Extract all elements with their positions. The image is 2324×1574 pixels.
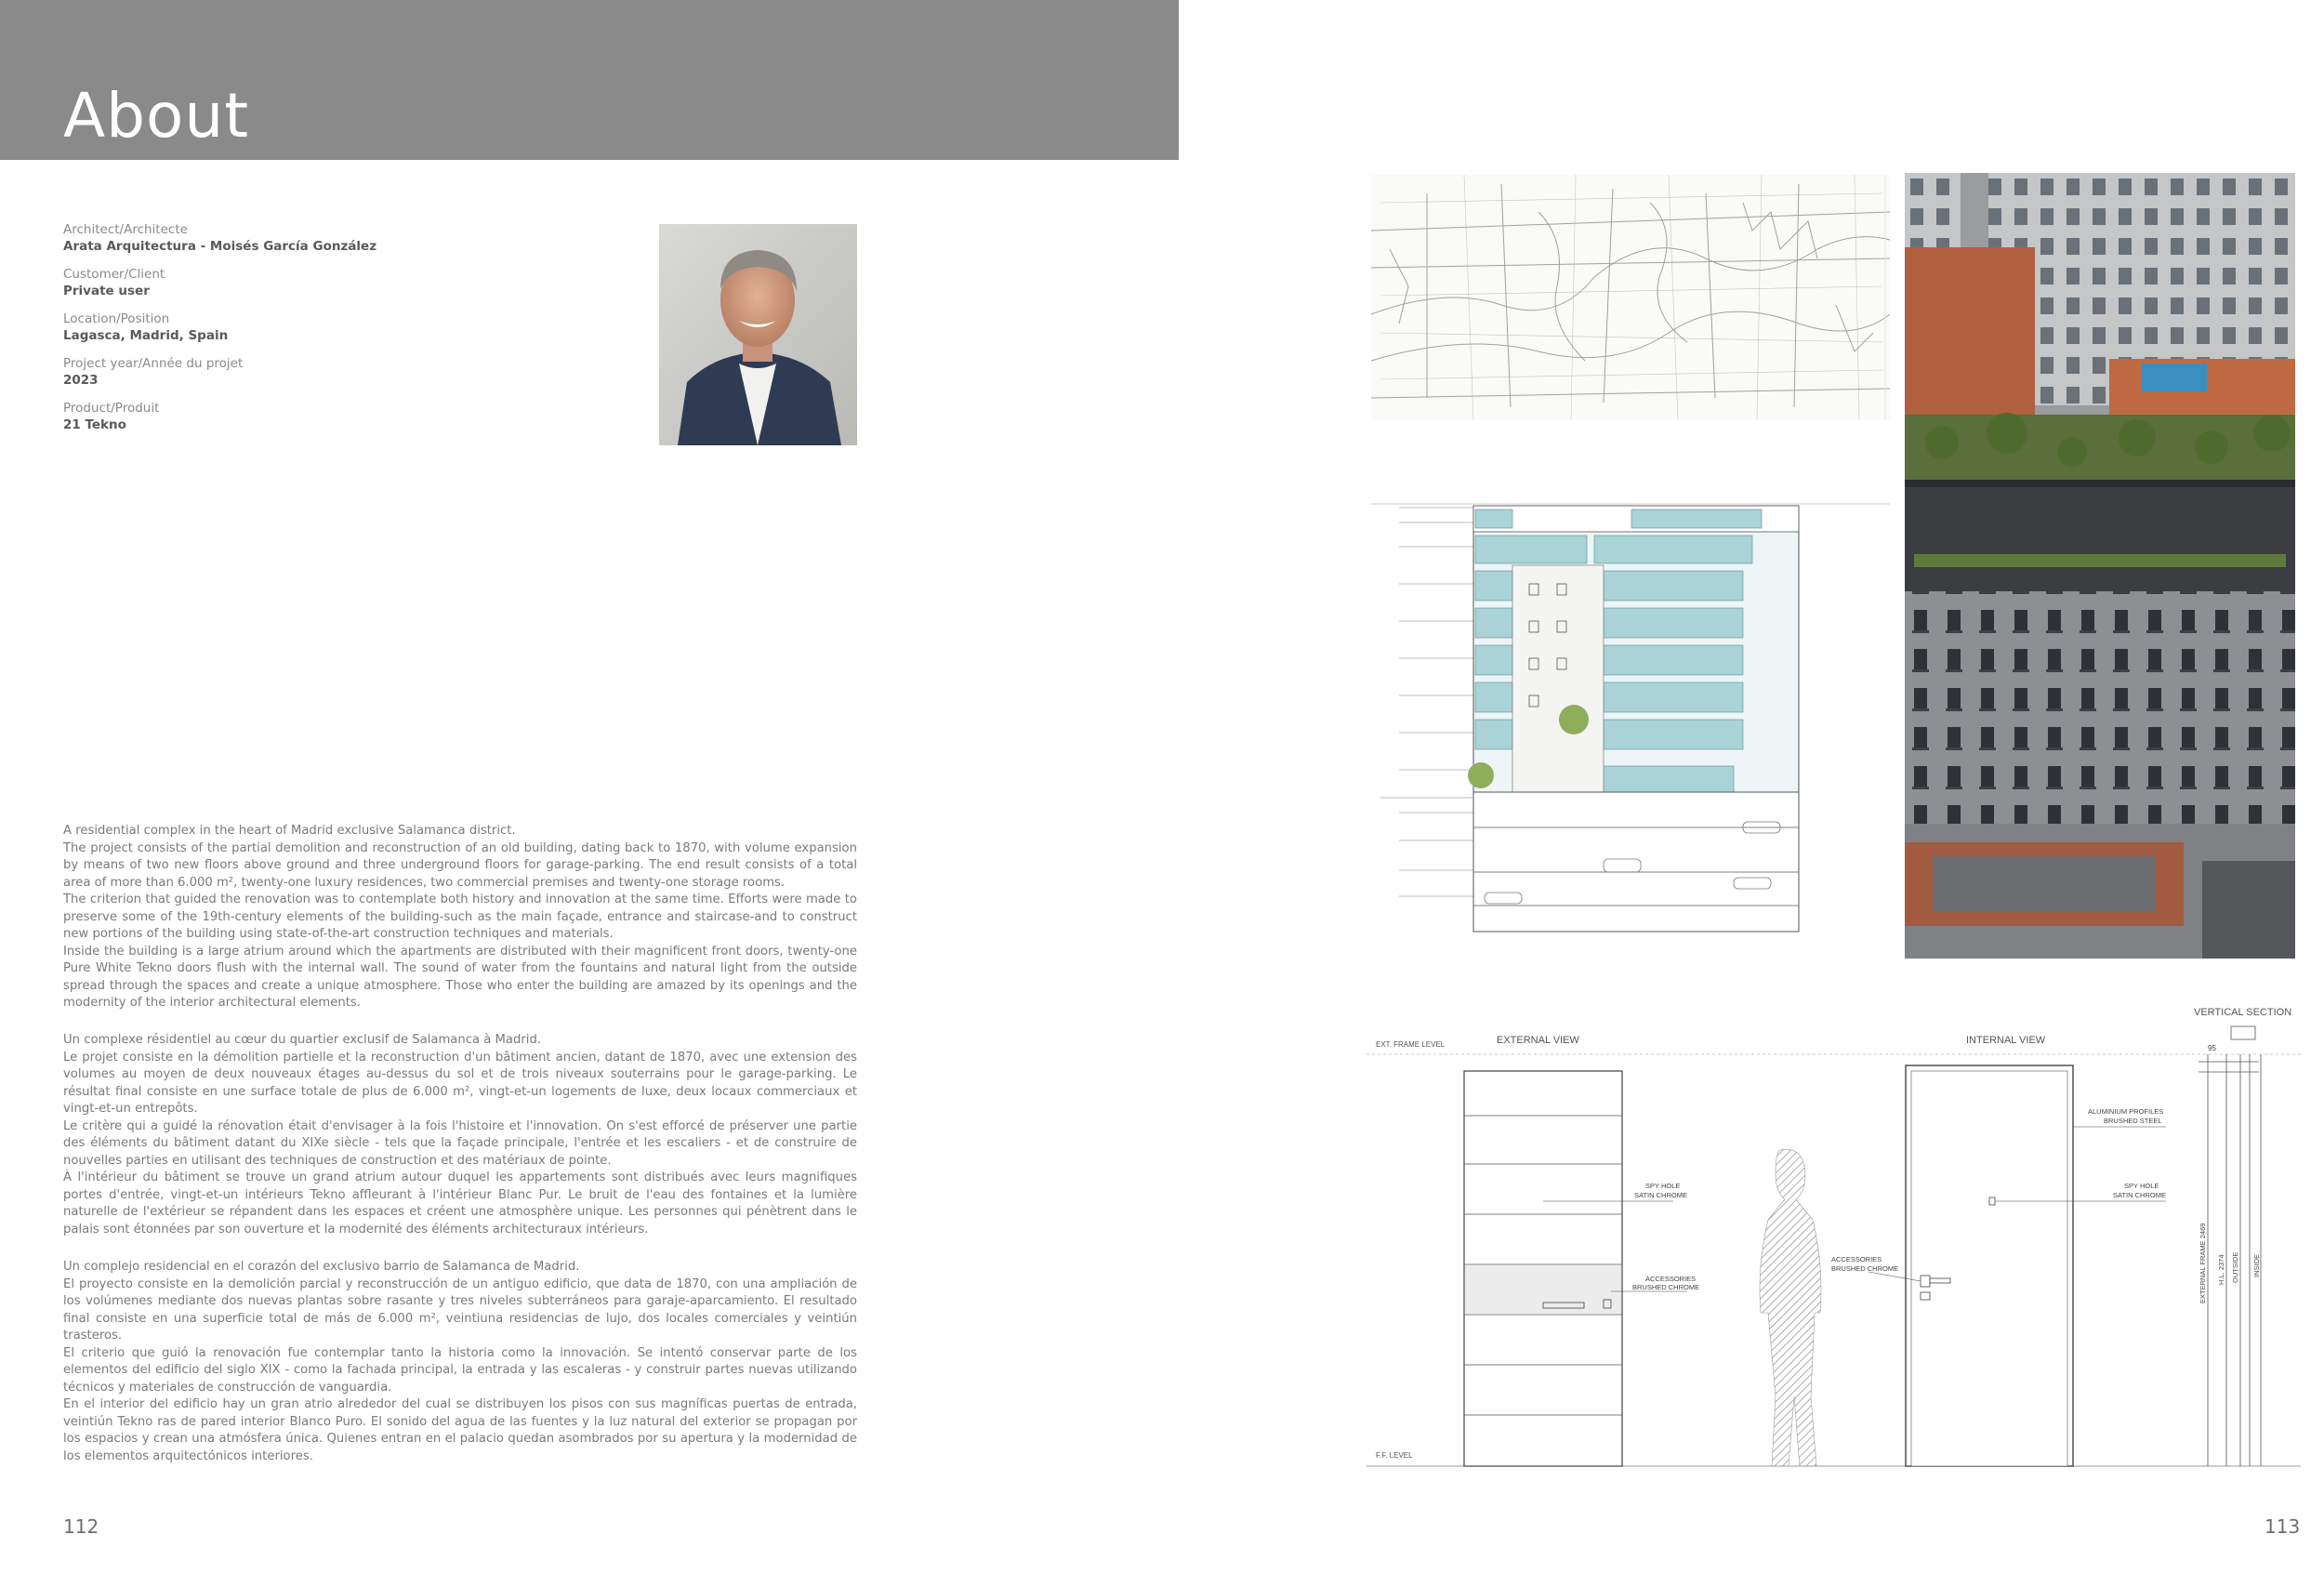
paragraph: The project consists of the partial demolition and reconstruction of an old building, dating back to 1870, with volume expansion by means of two new floors above ground and three underground floors for garage-parking. The end result consists of a total area of more than 6.000 m², twenty-one luxury residences, two commercial premises and twenty-one storage rooms.: [63, 840, 857, 890]
hl-dimension: H.L. 2374: [2217, 1254, 2225, 1285]
info-label: Location/Position: [63, 311, 170, 326]
project-info-location: [63, 311, 584, 344]
accessories-ext-finish-label: BRUSHED CHROME: [1632, 1283, 1700, 1291]
paragraph: Un complexe résidentiel au cœur du quartier exclusif de Salamanca à Madrid.: [63, 1033, 542, 1047]
accessories-int-label: ACCESSORIES: [1831, 1255, 1882, 1263]
aluminium-profiles-label: ALUMINIUM PROFILES: [2088, 1107, 2164, 1116]
external-frame-dimension: EXTERNAL FRAME 2469: [2199, 1223, 2207, 1303]
inside-label: INSIDE: [2252, 1253, 2261, 1277]
spy-hole-int-label: SPY HOLE: [2124, 1182, 2159, 1190]
page-title: About: [63, 80, 250, 152]
aerial-building-photo: [1905, 173, 2295, 959]
info-value: 21 Tekno: [63, 417, 126, 432]
info-value: Private user: [63, 284, 150, 298]
spy-hole-ext-label: SPY HOLE: [1645, 1182, 1681, 1190]
description-french: [63, 1032, 857, 1238]
info-value: Arata Arquitectura - Moisés García González: [63, 239, 377, 254]
external-view-label: EXTERNAL VIEW: [1497, 1035, 1579, 1046]
info-value: Lagasca, Madrid, Spain: [63, 328, 229, 343]
paragraph: En el interior del edificio hay un gran atrio alrededor del cual se distribuyen los pisos con sus magníficas puertas de entrada, veintiún Tekno ras de pared interior Blanco Puro. El sonido del agua de las fuentes y la luz natural del exterior se propagan por los espacios y crean una atmósfera única. Quienes entran en el palacio quedan asombrados por su apertura y la modernidad de los elementos arquitectónicos interiores.: [63, 1397, 857, 1463]
info-value: 2023: [63, 373, 99, 388]
info-label: Product/Produit: [63, 401, 160, 416]
dim-top-label: 95: [2208, 1044, 2216, 1052]
sketch-drawing: [1371, 175, 1890, 420]
paragraph: Inside the building is a large atrium around which the apartments are distributed with their magnificent front doors, twenty-one Pure White Tekno doors flush with the internal wall. The sound of water from the fountains and natural light from the outside spread through the spaces and create a unique atmosphere. Those who enter the building are amazed by its openings and the modernity of the interior architectural elements.: [63, 944, 857, 1010]
building-section-drawing: [1371, 469, 1890, 959]
internal-view-label: INTERNAL VIEW: [1966, 1035, 2046, 1046]
spy-hole-ext-finish-label: SATIN CHROME: [1634, 1191, 1687, 1199]
paragraph: El proyecto consiste en la demolición parcial y reconstrucción de un antiguo edificio, que data de 1870, con una ampliación de los volúmenes mediante dos nuevas plantas sobre rasante y tres niveles subterráneos para garaje-aparcamiento. El resultado final consiste en una superficie total de más de 6.000 m², veintiuna residencias de lujo, dos locales comerciales y veintiún trasteros.: [63, 1276, 857, 1343]
project-info-year: [63, 355, 584, 389]
project-info-architect: [63, 221, 584, 255]
paragraph: A residential complex in the heart of Madrid exclusive Salamanca district.: [63, 824, 516, 838]
paragraph: À l'intérieur du bâtiment se trouve un grand atrium autour duquel les appartements sont distribués avec leurs magnifiques portes d'entrée, vingt-et-un intérieurs Tekno affleurant à l'intérieur Blanc Pur. Le bruit de l'eau des fontaines et la lumière naturelle de l'extérieur se répandent dans les espaces et créent une atmosphère unique. Les personnes qui pénètrent dans le palais sont étonnées par son ouverture et la modernité des éléments architecturaux intérieurs.: [63, 1171, 857, 1237]
description-spanish: [63, 1259, 857, 1465]
paragraph: Le projet consiste en la démolition partielle et la reconstruction d'un bâtiment ancien, datant de 1870, avec une extension des volumes au moyen de deux nouveaux étages au-dessus du sol et de trois niveaux souterrains pour le garage-parking. Le résultat final consiste en une surface totale de plus de 6.000 m², vingt-et-un logements de luxe, deux locaux commerciaux et vingt-et-un entrepôts.: [63, 1050, 857, 1116]
info-label: Project year/Année du projet: [63, 356, 244, 371]
ff-level-label: F.F. LEVEL: [1376, 1451, 1413, 1460]
architect-portrait-photo: [659, 224, 857, 445]
info-label: Customer/Client: [63, 267, 165, 282]
ext-frame-level-label: EXT. FRAME LEVEL: [1376, 1040, 1446, 1049]
accessories-ext-label: ACCESSORIES: [1645, 1275, 1697, 1283]
door-technical-drawing: [1367, 1006, 2301, 1494]
description-english: [63, 823, 857, 1012]
vertical-section-label: VERTICAL SECTION: [2194, 1007, 2292, 1018]
aluminium-profiles-finish-label: BRUSHED STEEL: [2104, 1117, 2162, 1125]
paragraph: Le critère qui a guidé la rénovation était d'envisager à la fois l'histoire et l'innovation. On s'est efforcé de préserver une partie des éléments du bâtiment datant du XIXe siècle - tels que la façade principale, l'entrée et les escaliers - et de construire de nouvelles parties en utilisant des techniques de construction et des matériaux de pointe.: [63, 1118, 857, 1168]
page-number-right: 113: [2265, 1515, 2301, 1538]
paragraph: El criterio que guió la renovación fue contemplar tanto la historia como la innovación. Se intentó conservar parte de los elementos del edificio del siglo XIX - como la fachada principal, la entrada y las escaleras - y construir partes nuevas utilizando técnicos y materiales de construcción de vanguardia.: [63, 1345, 857, 1395]
spy-hole-int-finish-label: SATIN CHROME: [2113, 1191, 2166, 1199]
project-info-client: [63, 266, 584, 299]
outside-label: OUTSIDE: [2231, 1251, 2239, 1283]
project-info-product: [63, 400, 584, 433]
page-number-left: 112: [63, 1515, 99, 1538]
paragraph: The criterion that guided the renovation was to contemplate both history and innovation at the same time. Efforts were made to preserve some of the 19th-century elements of the building-such as the main façade, entrance and staircase-and to construct new portions of the building using state-of-the-art construction techniques and materials.: [63, 893, 857, 941]
info-label: Architect/Architecte: [63, 222, 188, 237]
accessories-int-finish-label: BRUSHED CHROME: [1831, 1264, 1899, 1273]
paragraph: Un complejo residencial en el corazón del exclusivo barrio de Salamanca de Madrid.: [63, 1260, 580, 1274]
